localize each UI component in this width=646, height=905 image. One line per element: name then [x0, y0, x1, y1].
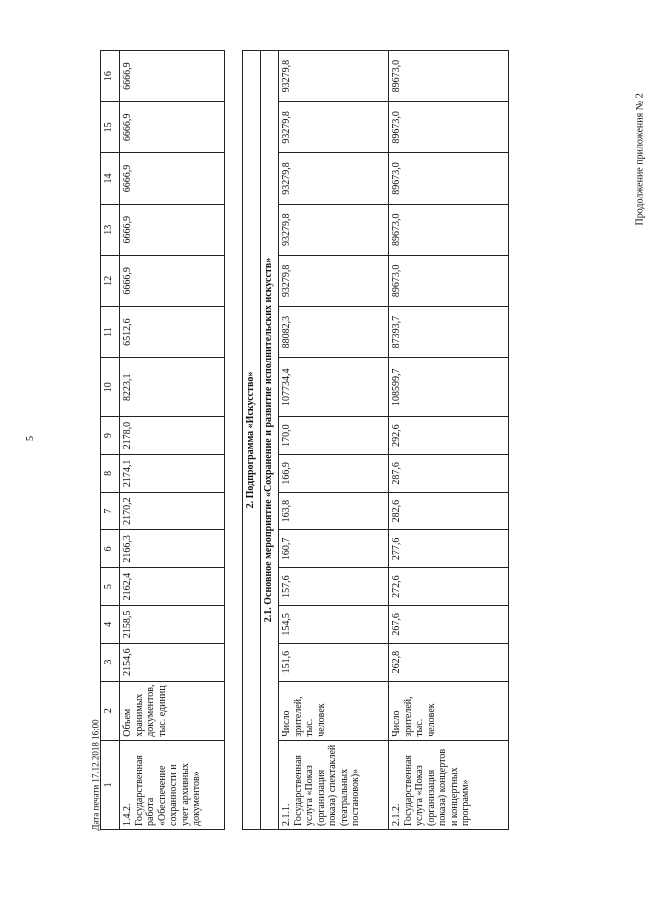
row-name: 2.1.1. Государственная услуга «Показ (организация показа) спектаклей (театральных постановок)»: [279, 740, 389, 829]
value-cell: 89673,0: [389, 102, 509, 153]
col-header: 5: [101, 568, 120, 606]
value-cell: 262,8: [389, 643, 509, 681]
value-cell: 93279,8: [279, 51, 389, 102]
value-cell: 2154,6: [120, 643, 225, 681]
value-cell: 89673,0: [389, 153, 509, 204]
subsection-heading: 2.1. Основное мероприятие «Сохранение и развитие исполнительских искусств»: [261, 51, 279, 830]
page-number: 5: [25, 436, 36, 441]
section-heading: 2. Подпрограмма «Искусство»: [243, 51, 261, 830]
value-cell: 2178,0: [120, 417, 225, 455]
col-header: 3: [101, 643, 120, 681]
value-cell: 89673,0: [389, 255, 509, 306]
value-cell: 93279,8: [279, 153, 389, 204]
value-cell: 2162,4: [120, 568, 225, 606]
col-header: 12: [101, 255, 120, 306]
table-row: [120, 51, 225, 830]
spacer-row: [225, 51, 243, 830]
col-header: 6: [101, 530, 120, 568]
value-cell: 107734,4: [279, 358, 389, 417]
col-header: 9: [101, 417, 120, 455]
row-name: 2.1.2. Государственная услуга «Показ (организация показа) концертов и концертных программ»: [389, 740, 509, 829]
col-header: 16: [101, 51, 120, 102]
value-cell: 151,6: [279, 643, 389, 681]
col-header: 15: [101, 102, 120, 153]
col-header: 1: [101, 740, 120, 829]
value-cell: 6666,9: [120, 204, 225, 255]
value-cell: 2174,1: [120, 454, 225, 492]
value-cell: 272,6: [389, 568, 509, 606]
value-cell: 160,7: [279, 530, 389, 568]
value-cell: 93279,8: [279, 102, 389, 153]
value-cell: 163,8: [279, 492, 389, 530]
value-cell: 166,9: [279, 454, 389, 492]
col-header: 4: [101, 606, 120, 644]
value-cell: 2170,2: [120, 492, 225, 530]
col-header: 2: [101, 681, 120, 740]
appendix-table-container: [100, 50, 540, 830]
col-header: 13: [101, 204, 120, 255]
value-cell: 6666,9: [120, 102, 225, 153]
value-cell: 6666,9: [120, 51, 225, 102]
value-cell: 89673,0: [389, 51, 509, 102]
value-cell: 170,0: [279, 417, 389, 455]
value-cell: 277,6: [389, 530, 509, 568]
table-row: [389, 51, 509, 830]
col-header: 14: [101, 153, 120, 204]
value-cell: 157,6: [279, 568, 389, 606]
col-header: 7: [101, 492, 120, 530]
value-cell: 287,6: [389, 454, 509, 492]
col-header: 10: [101, 358, 120, 417]
value-cell: 87393,7: [389, 307, 509, 358]
value-cell: 2158,5: [120, 606, 225, 644]
section-row: [243, 51, 261, 830]
value-cell: 6666,9: [120, 153, 225, 204]
value-cell: 292,6: [389, 417, 509, 455]
row-indicator: Число зрителей, тыс. человек: [279, 681, 389, 740]
value-cell: 89673,0: [389, 204, 509, 255]
row-name: 1.4.2. Государственная работа «Обеспечение сохранности и учет архивных документов»: [120, 740, 225, 829]
value-cell: 93279,8: [279, 204, 389, 255]
value-cell: 154,5: [279, 606, 389, 644]
value-cell: 282,6: [389, 492, 509, 530]
value-cell: 8223,1: [120, 358, 225, 417]
row-indicator: Число зрителей, тыс. человек: [389, 681, 509, 740]
row-indicator: Объем хранимых документов, тыс. единиц: [120, 681, 225, 740]
col-header: 8: [101, 454, 120, 492]
appendix-table: [100, 50, 509, 830]
value-cell: 2166,3: [120, 530, 225, 568]
value-cell: 267,6: [389, 606, 509, 644]
value-cell: 88082,3: [279, 307, 389, 358]
column-number-row: [101, 51, 120, 830]
section-row: [261, 51, 279, 830]
print-date: Дата печати 17.12.2018 16:00: [90, 719, 101, 831]
col-header: 11: [101, 307, 120, 358]
value-cell: 6666,9: [120, 255, 225, 306]
value-cell: 6512,6: [120, 307, 225, 358]
value-cell: 93279,8: [279, 255, 389, 306]
continuation-note: Продолжение приложения № 2: [634, 93, 646, 226]
value-cell: 108599,7: [389, 358, 509, 417]
table-row: [279, 51, 389, 830]
